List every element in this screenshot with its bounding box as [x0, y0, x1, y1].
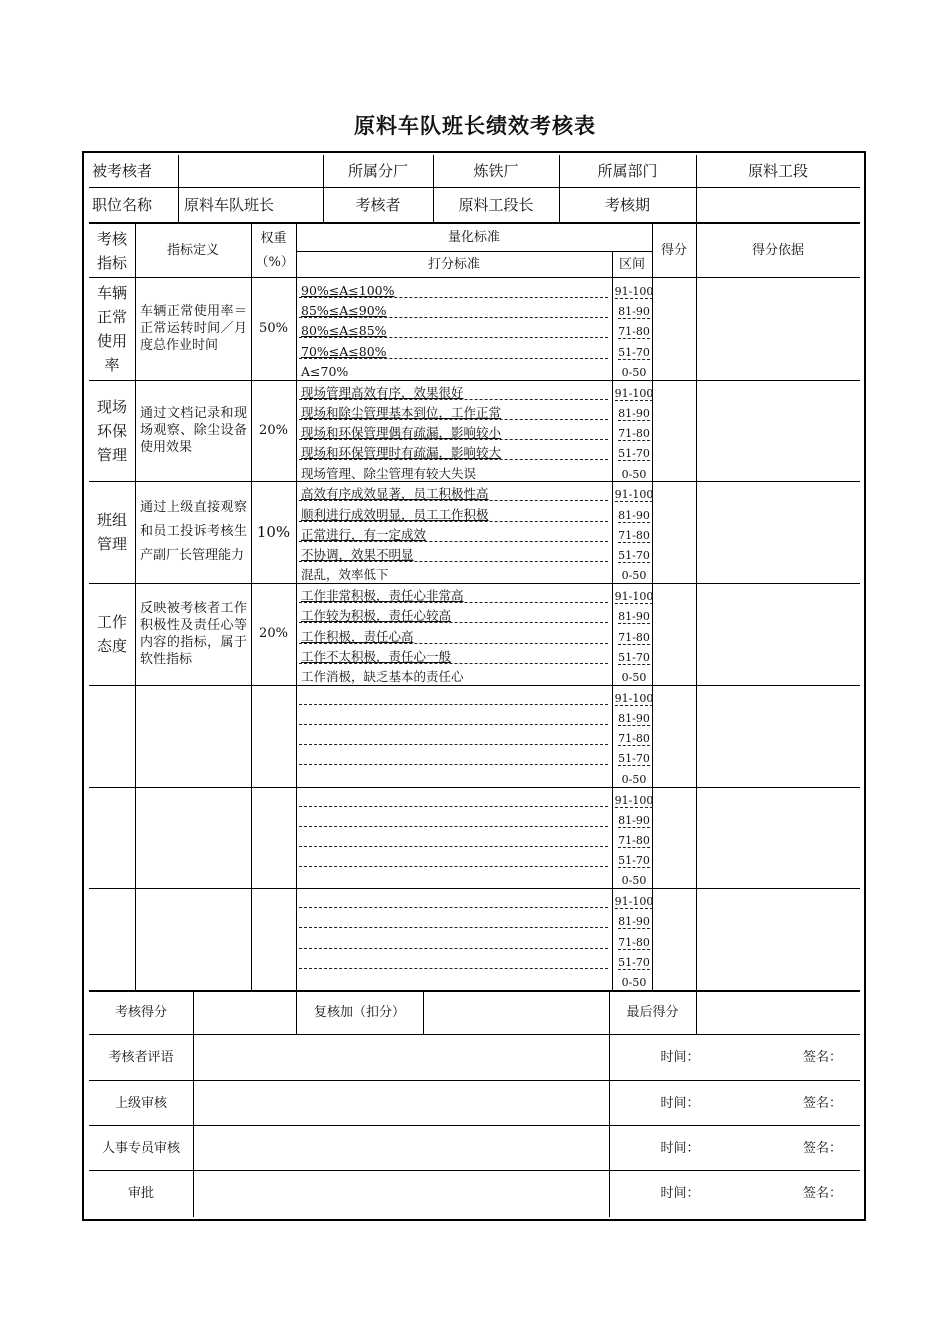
- indicator-name: 车辆正常使用率: [96, 283, 127, 374]
- range-label: [612, 956, 656, 969]
- sign-label: 签名：: [802, 1049, 842, 1065]
- final-score-label: 最后得分: [626, 1005, 679, 1021]
- range-label: [612, 590, 656, 603]
- range-value: 71-80: [618, 325, 650, 339]
- scoring-standard-text: 工作较为积极，责任心较高: [301, 608, 452, 624]
- range-value: 51-70: [618, 447, 650, 461]
- range-label: [612, 387, 656, 400]
- indicator-name-cell: [89, 685, 135, 787]
- indicator-definition: [136, 685, 251, 787]
- dashed-line: [299, 826, 608, 828]
- basis-field[interactable]: [697, 481, 860, 583]
- dept-label: 所属部门: [597, 162, 658, 180]
- indicator-name: 班组管理: [96, 511, 127, 554]
- range-label: [612, 346, 656, 359]
- dashed-line: [299, 541, 608, 543]
- indicator-weight: 50%: [259, 321, 288, 337]
- dashed-line: [299, 500, 608, 502]
- scoring-standard: [301, 445, 501, 460]
- indicator-weight: 10%: [256, 523, 291, 542]
- divider: [296, 222, 297, 990]
- final-score-field[interactable]: [697, 992, 860, 1034]
- comment-field[interactable]: [194, 1171, 609, 1216]
- score-field[interactable]: [653, 380, 696, 482]
- indicator-name-cell: [89, 888, 135, 990]
- range-value: 81-90: [618, 915, 650, 929]
- approval-label: 人事专员审核: [101, 1140, 180, 1156]
- dashed-line: [299, 459, 608, 461]
- examinee-field[interactable]: [178, 155, 323, 187]
- range-value: 71-80: [618, 833, 650, 847]
- range-value: 51-70: [618, 345, 650, 359]
- range-value: 91-100: [614, 691, 654, 705]
- indicator-definition: [136, 888, 251, 990]
- examinee-label: 被考核者: [92, 162, 153, 180]
- range-label: [612, 610, 656, 623]
- range-label: [612, 325, 656, 338]
- scoring-standard: [301, 486, 489, 501]
- scoring-standard-text: 工作非常积极，责任心非常高: [301, 588, 464, 604]
- range-label: [612, 427, 656, 440]
- page-title: 原料车队班长绩效考核表: [354, 113, 596, 138]
- scoring-standard: [301, 669, 464, 684]
- indicator-definition: [136, 787, 251, 889]
- period-label: 考核期: [604, 196, 650, 214]
- score-field[interactable]: [653, 481, 696, 583]
- scoring-standard-text: 高效有序成效显著，员工积极性高: [301, 486, 489, 502]
- range-value: 71-80: [618, 935, 650, 949]
- indicator-name: 现场环保管理: [96, 397, 127, 464]
- range-label: [612, 692, 656, 705]
- col-basis: 得分依据: [751, 242, 804, 258]
- range-value: 0-50: [621, 976, 647, 989]
- indicator-weight: [251, 888, 296, 990]
- col-quant: 量化标准: [447, 229, 500, 245]
- col-indicator-label: 考核指标: [96, 229, 127, 272]
- range-label: [612, 712, 656, 725]
- scoring-standard-text: 80%≤A≤85%: [301, 323, 387, 339]
- comment-field[interactable]: [194, 1126, 609, 1171]
- indicator-definition: 车辆正常使用率＝正常运转时间／月度总作业时间: [140, 304, 247, 354]
- sign-label: 签名：: [802, 1095, 842, 1111]
- range-value: 81-90: [618, 610, 650, 624]
- approval-label: 考核者评语: [108, 1049, 174, 1065]
- range-value: 71-80: [618, 630, 650, 644]
- scoring-standard: [301, 425, 501, 440]
- range-label: [612, 732, 656, 745]
- indicator-name: 工作态度: [96, 612, 127, 655]
- time-label: 时间：: [660, 1095, 700, 1111]
- scoring-standard-text: 现场管理高效有序，效果很好: [301, 384, 464, 400]
- range-label: [612, 773, 656, 786]
- dashed-line: [299, 866, 608, 868]
- range-value: 91-100: [614, 488, 654, 502]
- range-value: 0-50: [621, 670, 647, 684]
- range-label: [612, 407, 656, 420]
- examiner-label: 考核者: [355, 196, 401, 214]
- col-score: 得分: [660, 242, 687, 258]
- dashed-line: [299, 337, 608, 339]
- range-label: [612, 854, 656, 867]
- scoring-standard-text: 混乱，效率低下: [301, 567, 389, 583]
- indicator-weight: [251, 685, 296, 787]
- range-label: [612, 794, 656, 807]
- dashed-line: [299, 764, 608, 766]
- range-label: [612, 834, 656, 847]
- range-value: 0-50: [621, 365, 647, 379]
- indicator-weight: 20%: [259, 626, 288, 642]
- col-scoring: 打分标准: [427, 256, 480, 272]
- col-weight-label: 权重（%）: [255, 230, 294, 270]
- dept-value: 原料工段: [747, 162, 808, 180]
- scoring-standard: [301, 588, 464, 603]
- col-indicator: [89, 224, 135, 277]
- range-value: 0-50: [621, 772, 647, 786]
- scoring-standard-text: 70%≤A≤80%: [301, 343, 387, 359]
- comment-field[interactable]: [194, 1081, 609, 1126]
- range-label: [612, 752, 656, 765]
- range-label: [612, 509, 656, 522]
- scoring-standard: [301, 344, 387, 359]
- range-label: [612, 569, 656, 582]
- range-label: [612, 671, 656, 684]
- score-field[interactable]: [653, 685, 696, 787]
- dashed-line: [299, 968, 608, 970]
- scoring-standard: [301, 608, 451, 623]
- dashed-line: [299, 643, 608, 645]
- dashed-line: [299, 907, 608, 909]
- score-label: 考核得分: [114, 1005, 167, 1021]
- scoring-standard: [301, 507, 489, 522]
- scoring-standard-text: 工作积极，责任心高: [301, 628, 414, 644]
- scoring-standard-text: 现场和除尘管理基本到位，工作正常: [301, 404, 502, 420]
- review-label: 复核加（扣分）: [313, 1005, 405, 1021]
- scoring-standard: [301, 649, 451, 664]
- time-label: 时间：: [660, 1049, 700, 1065]
- dashed-line: [299, 663, 608, 665]
- dashed-line: [299, 439, 608, 441]
- range-label: [612, 895, 656, 908]
- dashed-line: [299, 744, 608, 746]
- indicator-name-cell: [89, 278, 135, 380]
- range-value: 0-50: [621, 874, 647, 888]
- col-range: 区间: [618, 256, 645, 272]
- basis-field[interactable]: [697, 685, 860, 787]
- indicator-definition: 通过上级直接观察和员工投诉考核生产副厂长管理能力: [140, 500, 247, 564]
- range-label: [612, 631, 656, 644]
- range-value: 91-100: [614, 285, 654, 298]
- approval-label: 审批: [127, 1185, 154, 1201]
- approval-label: 上级审核: [114, 1095, 167, 1111]
- position-value: 原料车队班长: [184, 196, 275, 214]
- indicator-definition: 通过文档记录和现场观察、除尘设备使用效果: [140, 406, 247, 456]
- score-field[interactable]: [653, 888, 696, 990]
- basis-field[interactable]: [697, 888, 860, 990]
- dashed-line: [299, 358, 608, 360]
- range-label: [612, 976, 656, 989]
- basis-field[interactable]: [697, 380, 860, 482]
- indicator-weight: [251, 787, 296, 889]
- period-field[interactable]: [696, 188, 860, 222]
- dashed-line: [299, 602, 608, 604]
- scoring-standard: [301, 385, 464, 400]
- score-field[interactable]: [653, 583, 696, 685]
- scoring-standard: [301, 567, 389, 582]
- range-label: [612, 651, 656, 664]
- indicator-name-cell: [89, 787, 135, 889]
- range-value: 71-80: [618, 427, 650, 441]
- time-label: 时间：: [660, 1140, 700, 1156]
- range-label: [612, 468, 656, 481]
- comment-field[interactable]: [194, 1035, 609, 1080]
- basis-field[interactable]: [697, 583, 860, 685]
- scoring-standard: [301, 283, 395, 298]
- range-label: [612, 874, 656, 887]
- factory-value: 炼铁厂: [473, 162, 519, 180]
- scoring-standard-text: 现场管理、除尘管理有较大失误: [301, 465, 477, 481]
- range-label: [612, 447, 656, 460]
- scoring-standard-text: 85%≤A≤90%: [301, 303, 387, 319]
- scoring-standard: [301, 323, 387, 338]
- range-value: 51-70: [618, 752, 650, 766]
- dashed-line: [299, 704, 608, 706]
- range-value: 51-70: [618, 854, 650, 868]
- scoring-standard-text: 现场和环保管理偶有疏漏，影响较小: [301, 425, 502, 441]
- dashed-line: [299, 419, 608, 421]
- scoring-standard: [301, 547, 414, 562]
- scoring-standard: [301, 303, 387, 318]
- scoring-standard-text: 90%≤A≤100%: [301, 283, 395, 298]
- basis-field[interactable]: [697, 278, 860, 380]
- range-value: 81-90: [618, 712, 650, 725]
- dashed-line: [299, 521, 608, 523]
- scoring-standard-text: 不协调，效果不明显: [301, 547, 414, 562]
- review-field[interactable]: [424, 992, 609, 1034]
- range-label: [612, 936, 656, 949]
- range-value: 71-80: [618, 732, 650, 746]
- basis-field[interactable]: [697, 787, 860, 889]
- range-label: [612, 549, 656, 562]
- sign-label: 签名：: [802, 1185, 842, 1201]
- indicator-name-cell: [89, 481, 135, 583]
- dashed-line: [299, 317, 608, 319]
- range-value: 91-100: [614, 386, 654, 400]
- range-label: [612, 488, 656, 501]
- position-label: 职位名称: [92, 196, 153, 214]
- range-label: [612, 529, 656, 542]
- range-value: 51-70: [618, 955, 650, 969]
- dashed-line: [299, 927, 608, 929]
- dashed-line: [299, 806, 608, 808]
- range-value: 0-50: [621, 467, 647, 481]
- scoring-standard: [301, 466, 476, 481]
- range-label: [612, 285, 656, 298]
- scoring-standard: [301, 364, 348, 379]
- col-definition: 指标定义: [166, 242, 219, 258]
- scoring-standard-text: 顺利进行成效明显，员工工作积极: [301, 506, 489, 522]
- scoring-standard: [301, 527, 426, 542]
- range-value: 81-90: [618, 406, 650, 420]
- range-label: [612, 366, 656, 379]
- score-field[interactable]: [653, 787, 696, 889]
- scoring-standard-text: 现场和环保管理时有疏漏，影响较大: [301, 445, 502, 461]
- dashed-line: [299, 948, 608, 950]
- range-value: 91-100: [614, 590, 654, 604]
- scoring-standard: [301, 405, 501, 420]
- score-field[interactable]: [194, 992, 296, 1034]
- range-value: 51-70: [618, 650, 650, 664]
- dashed-line: [299, 846, 608, 848]
- range-label: [612, 915, 656, 928]
- range-value: 51-70: [618, 549, 650, 562]
- score-field[interactable]: [653, 278, 696, 380]
- range-value: 81-90: [618, 305, 650, 319]
- indicator-name-cell: [89, 583, 135, 685]
- examiner-value: 原料工段长: [458, 196, 534, 214]
- scoring-standard-text: 工作消极，缺乏基本的责任心: [301, 668, 464, 684]
- indicator-definition: 反映被考核者工作积极性及责任心等内容的指标，属于软性指标: [140, 600, 247, 667]
- scoring-standard-text: 工作不太积极，责任心一般: [301, 648, 452, 664]
- dashed-line: [299, 561, 608, 563]
- dashed-line: [299, 297, 608, 299]
- indicator-name-cell: [89, 380, 135, 482]
- dashed-line: [299, 399, 608, 401]
- scoring-standard: [301, 629, 414, 644]
- range-value: 91-100: [614, 895, 654, 909]
- dashed-line: [299, 724, 608, 726]
- range-label: [612, 814, 656, 827]
- scoring-standard-text: A≤70%: [301, 363, 349, 379]
- dashed-line: [299, 622, 608, 624]
- scoring-standard-text: 正常进行，有一定成效: [301, 526, 427, 542]
- range-value: 0-50: [621, 569, 647, 583]
- range-value: 81-90: [618, 813, 650, 827]
- range-value: 91-100: [614, 793, 654, 807]
- indicator-weight: 20%: [259, 422, 288, 438]
- range-value: 71-80: [618, 528, 650, 542]
- sign-label: 签名：: [802, 1140, 842, 1156]
- range-label: [612, 305, 656, 318]
- range-value: 81-90: [618, 508, 650, 522]
- factory-label: 所属分厂: [347, 162, 408, 180]
- col-weight: [251, 224, 296, 277]
- time-label: 时间：: [660, 1185, 700, 1201]
